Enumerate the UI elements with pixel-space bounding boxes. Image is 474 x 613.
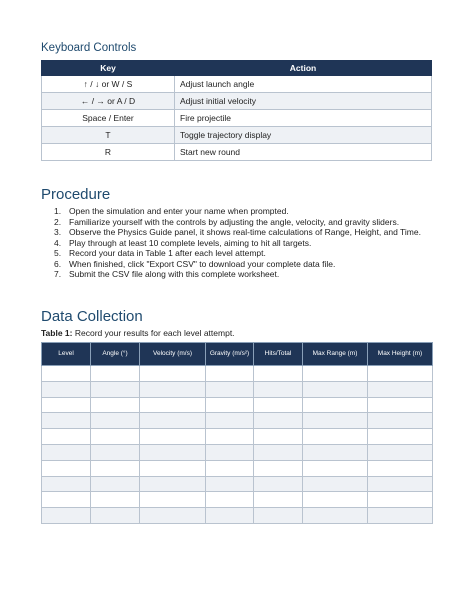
empty-data-cell xyxy=(206,413,254,429)
table-row xyxy=(42,381,433,397)
keyboard-controls-table xyxy=(41,60,432,161)
list-item xyxy=(54,217,439,228)
list-item xyxy=(54,259,439,270)
column-header-angle: Angle (°) xyxy=(91,343,140,366)
table-row xyxy=(42,476,433,492)
table-caption-label: Table 1: xyxy=(41,328,73,338)
step-text: Familiarize yourself with the controls by adjusting the angle, velocity, and gravity sliders. xyxy=(69,216,400,227)
empty-data-cell xyxy=(206,444,254,460)
table-row xyxy=(42,76,432,93)
column-header-gravity: Gravity (m/s²) xyxy=(206,343,254,366)
empty-data-cell xyxy=(368,444,433,460)
step-text: When finished, click "Export CSV" to download your complete data file. xyxy=(69,258,336,269)
empty-data-cell xyxy=(303,476,368,492)
empty-data-cell xyxy=(42,429,91,445)
column-header-level: Level xyxy=(42,343,91,366)
empty-data-cell xyxy=(42,444,91,460)
empty-data-cell xyxy=(303,429,368,445)
empty-data-cell xyxy=(42,508,91,524)
empty-data-cell xyxy=(368,366,433,382)
empty-data-cell xyxy=(91,397,140,413)
empty-data-cell xyxy=(91,366,140,382)
table-caption xyxy=(41,328,235,338)
procedure-list xyxy=(54,206,439,280)
empty-data-cell xyxy=(91,429,140,445)
empty-data-cell xyxy=(91,492,140,508)
empty-data-cell xyxy=(91,413,140,429)
empty-data-cell xyxy=(91,460,140,476)
column-header-hits-total: Hits/Total xyxy=(254,343,303,366)
empty-data-cell xyxy=(42,413,91,429)
data-collection-heading: Data Collection xyxy=(41,308,143,325)
empty-data-cell xyxy=(91,381,140,397)
empty-data-cell xyxy=(254,476,303,492)
step-text: Submit the CSV file along with this complete worksheet. xyxy=(69,269,280,279)
column-header-max-height: Max Height (m) xyxy=(368,343,433,366)
empty-data-cell xyxy=(254,444,303,460)
empty-data-cell xyxy=(140,444,206,460)
step-text: Observe the Physics Guide panel, it shows real-time calculations of Range, Height, and Time. xyxy=(69,227,421,237)
empty-data-cell xyxy=(368,413,433,429)
empty-data-cell xyxy=(368,429,433,445)
keyboard-controls-heading: Keyboard Controls xyxy=(41,42,137,54)
empty-data-cell xyxy=(368,381,433,397)
empty-data-cell xyxy=(206,397,254,413)
table-row xyxy=(42,492,433,508)
empty-data-cell xyxy=(303,413,368,429)
key-cell: ← / → or A / D xyxy=(42,93,175,110)
column-header-key: Key xyxy=(42,61,175,76)
empty-data-cell xyxy=(368,460,433,476)
column-header-velocity: Velocity (m/s) xyxy=(140,343,206,366)
list-item xyxy=(54,227,439,238)
step-number: 5. xyxy=(54,248,62,258)
empty-data-cell xyxy=(206,460,254,476)
table-row xyxy=(42,366,433,382)
action-cell: Start new round xyxy=(175,144,432,161)
action-cell: Toggle trajectory display xyxy=(175,127,432,144)
action-cell: Fire projectile xyxy=(175,110,432,127)
column-header-max-range: Max Range (m) xyxy=(303,343,368,366)
empty-data-cell xyxy=(206,381,254,397)
empty-data-cell xyxy=(140,476,206,492)
table-row xyxy=(42,93,432,110)
empty-data-cell xyxy=(303,460,368,476)
list-item xyxy=(54,269,439,280)
empty-data-cell xyxy=(91,476,140,492)
step-number: 1. xyxy=(54,206,62,216)
step-number: 6. xyxy=(54,258,62,269)
list-item xyxy=(54,206,439,217)
empty-data-cell xyxy=(254,397,303,413)
empty-data-cell xyxy=(254,366,303,382)
action-cell: Adjust launch angle xyxy=(175,76,432,93)
empty-data-cell xyxy=(140,366,206,382)
empty-data-cell xyxy=(42,476,91,492)
table-row xyxy=(42,144,432,161)
empty-data-cell xyxy=(368,492,433,508)
key-cell: R xyxy=(42,144,175,161)
empty-data-cell xyxy=(42,366,91,382)
empty-data-cell xyxy=(368,476,433,492)
empty-data-cell xyxy=(91,508,140,524)
empty-data-cell xyxy=(206,476,254,492)
empty-data-cell xyxy=(140,429,206,445)
empty-data-cell xyxy=(303,508,368,524)
data-collection-table xyxy=(41,342,433,524)
empty-data-cell xyxy=(140,492,206,508)
table-row xyxy=(42,460,433,476)
empty-data-cell xyxy=(140,381,206,397)
step-number: 3. xyxy=(54,227,62,237)
empty-data-cell xyxy=(254,460,303,476)
table-caption-text: Record your results for each level attempt. xyxy=(72,328,235,338)
table-row xyxy=(42,127,432,144)
empty-data-cell xyxy=(303,397,368,413)
empty-data-cell xyxy=(303,381,368,397)
step-number: 7. xyxy=(54,269,62,279)
table-row xyxy=(42,110,432,127)
step-number: 2. xyxy=(54,216,62,227)
column-header-action: Action xyxy=(175,61,432,76)
list-item xyxy=(54,238,439,249)
empty-data-cell xyxy=(140,460,206,476)
empty-data-cell xyxy=(91,444,140,460)
table-row xyxy=(42,444,433,460)
empty-data-cell xyxy=(42,460,91,476)
empty-data-cell xyxy=(206,508,254,524)
key-cell: Space / Enter xyxy=(42,110,175,127)
empty-data-cell xyxy=(140,508,206,524)
empty-data-cell xyxy=(303,366,368,382)
table-row xyxy=(42,508,433,524)
empty-data-cell xyxy=(254,492,303,508)
action-cell: Adjust initial velocity xyxy=(175,93,432,110)
empty-data-cell xyxy=(254,508,303,524)
empty-data-cell xyxy=(140,397,206,413)
key-cell: T xyxy=(42,127,175,144)
empty-data-cell xyxy=(368,397,433,413)
empty-data-cell xyxy=(254,381,303,397)
table-header-row xyxy=(42,343,433,366)
step-text: Record your data in Table 1 after each level attempt. xyxy=(69,248,266,258)
empty-data-cell xyxy=(140,413,206,429)
step-text: Open the simulation and enter your name when prompted. xyxy=(69,206,289,216)
procedure-heading: Procedure xyxy=(41,186,111,203)
step-text: Play through at least 10 complete levels, aiming to hit all targets. xyxy=(69,237,312,248)
empty-data-cell xyxy=(206,366,254,382)
table-row xyxy=(42,397,433,413)
empty-data-cell xyxy=(254,413,303,429)
table-row xyxy=(42,429,433,445)
empty-data-cell xyxy=(42,397,91,413)
table-header-row xyxy=(42,61,432,76)
empty-data-cell xyxy=(42,492,91,508)
table-row xyxy=(42,413,433,429)
empty-data-cell xyxy=(42,381,91,397)
key-cell: ↑ / ↓ or W / S xyxy=(42,76,175,93)
empty-data-cell xyxy=(254,429,303,445)
data-table-body xyxy=(42,366,433,524)
empty-data-cell xyxy=(368,508,433,524)
empty-data-cell xyxy=(303,492,368,508)
empty-data-cell xyxy=(206,492,254,508)
list-item xyxy=(54,248,439,259)
empty-data-cell xyxy=(206,429,254,445)
step-number: 4. xyxy=(54,237,62,248)
empty-data-cell xyxy=(303,444,368,460)
